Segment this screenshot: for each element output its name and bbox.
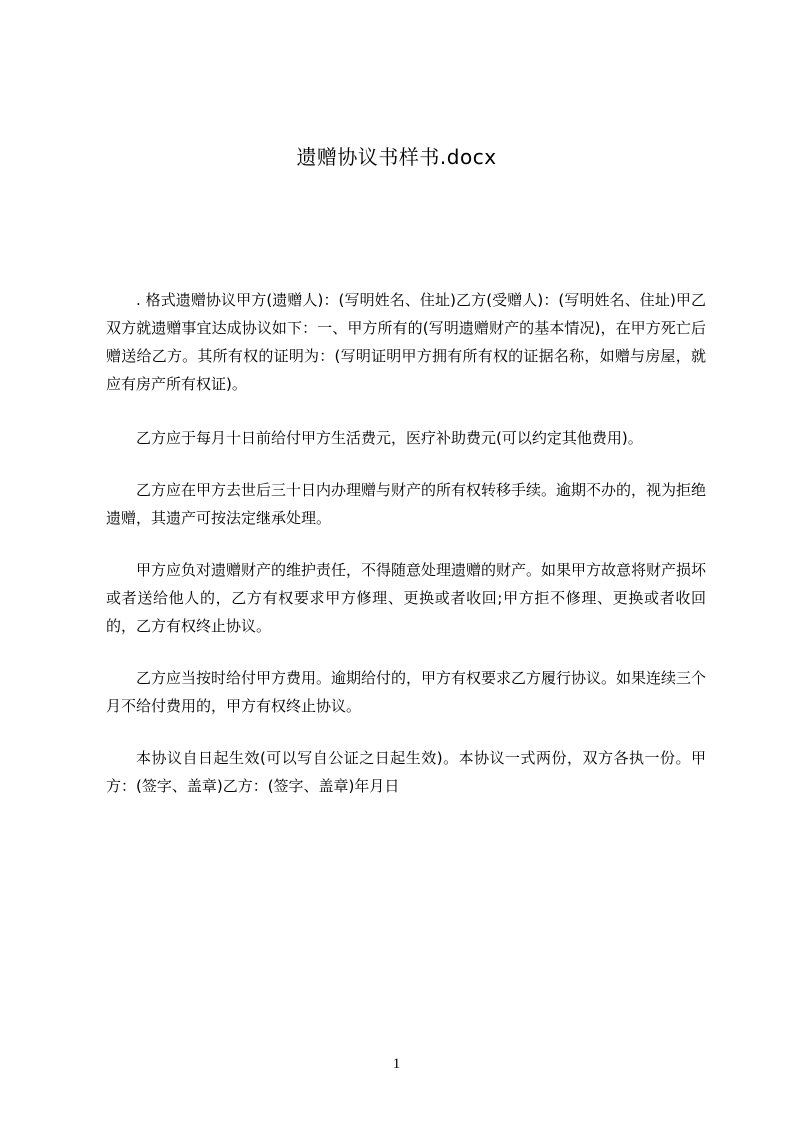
paragraph-5: 乙方应当按时给付甲方费用。逾期给付的，甲方有权要求乙方履行协议。如果连续三个月不给付费用的，甲方有权终止协议。: [106, 669, 707, 715]
paragraph-2: 乙方应于每月十日前给付甲方生活费元，医疗补助费元(可以约定其他费用)。: [136, 429, 643, 447]
document-title: 遗赠协议书样书.docx: [296, 145, 497, 169]
page-number: 1: [392, 1056, 401, 1072]
paragraph-1: . 格式遗赠协议甲方(遗赠人)：(写明姓名、住址)乙方(受赠人)：(写明姓名、住址)甲乙双方就遗赠事宜达成协议如下：一、甲方所有的(写明遗赠财产的基本情况)，在甲方死亡后赠送给乙方。其所有权的证明为：(写明证明甲方拥有所有权的证据名称，如赠与房屋，就应有房产所有权证)。: [106, 291, 706, 393]
document-body: [106, 286, 706, 824]
paragraph-4: 甲方应负对遗赠财产的维护责任，不得随意处理遗赠的财产。如果甲方故意将财产损坏或者送给他人的，乙方有权要求甲方修理、更换或者收回;甲方拒不修理、更换或者收回的，乙方有权终止协议。: [106, 561, 707, 635]
paragraph-6: 本协议自日起生效(可以写自公证之日起生效)。本协议一式两份，双方各执一份。甲方：(签字、盖章)乙方：(签字、盖章)年月日: [106, 749, 706, 795]
paragraph-3: 乙方应在甲方去世后三十日内办理赠与财产的所有权转移手续。逾期不办的，视为拒绝遗赠，其遗产可按法定继承处理。: [106, 481, 707, 527]
